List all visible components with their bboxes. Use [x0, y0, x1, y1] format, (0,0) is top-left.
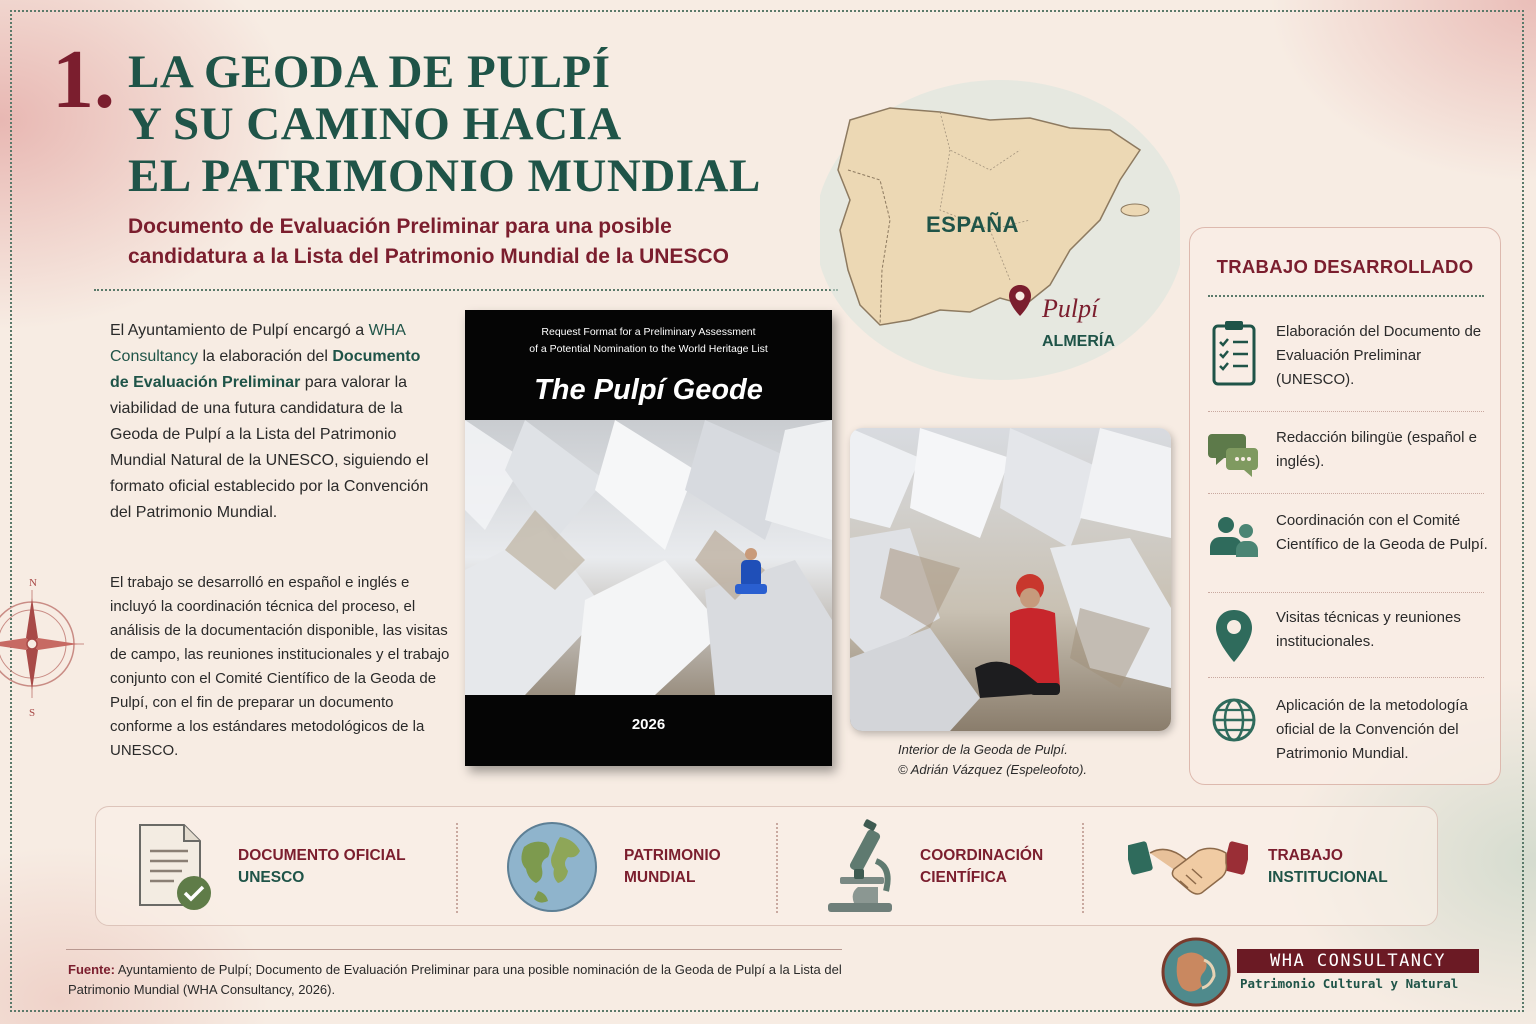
cover-kicker-line: of a Potential Nomination to the World Heritage List	[529, 343, 768, 355]
work-item	[1190, 320, 1500, 400]
title-line: EL PATRIMONIO MUNDIAL	[128, 150, 761, 202]
pillar-item	[458, 807, 776, 927]
earth-globe-icon	[504, 819, 600, 915]
pillar-label	[920, 845, 1080, 889]
clipboard-checklist-icon	[1208, 320, 1260, 390]
compass-south-label: S	[29, 707, 36, 719]
speech-bubbles-icon	[1208, 426, 1260, 496]
caption-line: © Adrián Vázquez (Espeleofoto).	[898, 762, 1088, 777]
document-name-highlight: Documento de Evaluación Preliminar	[110, 348, 421, 391]
subtitle-line: candidatura a la Lista del Patrimonio Mundial de la UNESCO	[128, 245, 729, 268]
subtitle-line: Documento de Evaluación Preliminar para una posible	[128, 215, 672, 238]
panel-divider	[1208, 493, 1484, 494]
pillar-label-line: TRABAJO	[1268, 847, 1343, 864]
title-line: LA GEODA DE PULPÍ	[128, 46, 611, 98]
work-item-text: Visitas técnicas y reuniones institucionales.	[1276, 609, 1461, 650]
intro-text: para valorar la viabilidad de una futura candidatura de la Geoda de Pulpí a la Lista del Patrimonio Mundial Natural de la UNESCO, siguiendo el formato oficial establecido por la Convención del Patrimonio Mundial.	[110, 374, 429, 521]
pillar-label-line: PATRIMONIO	[624, 847, 721, 864]
microscope-icon	[824, 817, 904, 917]
source-note	[68, 960, 868, 1000]
geode-interior-photo	[850, 428, 1171, 731]
intro-paragraph	[110, 318, 430, 526]
globe-grid-icon	[1208, 694, 1260, 764]
page-title	[128, 46, 761, 202]
pillar-label	[1268, 845, 1428, 889]
wha-consultancy-link[interactable]: WHA Consultancy	[110, 322, 406, 365]
section-number: 1.	[52, 33, 115, 126]
map-country-label: ESPAÑA	[926, 212, 1020, 237]
work-item	[1190, 694, 1500, 774]
map-province-label: ALMERÍA	[1042, 333, 1115, 350]
work-item-text: Redacción bilingüe (español e inglés).	[1276, 429, 1477, 470]
pillar-label-line: UNESCO	[238, 869, 305, 886]
panel-title-divider	[1208, 295, 1484, 297]
photo-caption	[898, 740, 1158, 780]
pillar-label-line: MUNDIAL	[624, 869, 696, 886]
work-item-text: Coordinación con el Comité Científico de la Geoda de Pulpí.	[1276, 512, 1488, 553]
work-item	[1190, 509, 1500, 589]
work-panel	[1189, 227, 1501, 785]
pillar-label-line: CIENTÍFICA	[920, 869, 1007, 886]
caption-line: Interior de la Geoda de Pulpí.	[898, 742, 1068, 757]
work-item	[1190, 606, 1500, 686]
brand-tagline: Patrimonio Cultural y Natural	[1240, 976, 1459, 991]
report-cover	[465, 310, 832, 766]
document-check-icon	[134, 821, 218, 913]
panel-divider	[1208, 411, 1484, 412]
cover-title: The Pulpí Geode	[534, 374, 763, 406]
people-icon	[1208, 509, 1260, 579]
map-town-label: Pulpí	[1042, 294, 1099, 323]
pillar-item	[1084, 807, 1436, 927]
panel-divider	[1208, 592, 1484, 593]
work-item-text: Elaboración del Documento de Evaluación Preliminar (UNESCO).	[1276, 323, 1482, 388]
cover-kicker	[465, 324, 832, 358]
compass-rose-icon	[0, 572, 90, 722]
pillar-label-line: INSTITUCIONAL	[1268, 869, 1388, 886]
intro-text: la elaboración del	[198, 348, 328, 365]
geode-cover-photo	[465, 420, 832, 695]
source-text: Ayuntamiento de Pulpí; Documento de Evaluación Preliminar para una posible nominación de la Geoda de Pulpí a la Lista del Patrimonio Mundial (WHA Consultancy, 2026).	[68, 962, 842, 997]
footer-divider	[66, 949, 842, 950]
handshake-icon	[1128, 831, 1248, 907]
pillar-item	[778, 807, 1082, 927]
pillar-item	[96, 807, 456, 927]
pillars-bar	[95, 806, 1438, 926]
pillar-label-line: COORDINACIÓN	[920, 847, 1044, 864]
work-paragraph: El trabajo se desarrolló en español e inglés e incluyó la coordinación técnica del proceso, el análisis de la documentación disponible, las visitas de campo, las reuniones institucionales y el trabajo conjunto con el Comité Científico de la Geoda de Pulpí, con el fin de preparar un documento conforme a los estándares metodológicos de la UNESCO.	[110, 574, 450, 759]
pillar-label-line: DOCUMENTO OFICIAL	[238, 847, 406, 864]
panel-divider	[1208, 677, 1484, 678]
page-subtitle	[128, 212, 768, 272]
cover-kicker-line: Request Format for a Preliminary Assessment	[541, 326, 756, 338]
work-item	[1190, 426, 1500, 506]
pillar-label	[624, 845, 774, 889]
location-pin-icon	[1208, 606, 1260, 676]
title-line: Y SU CAMINO HACIA	[128, 98, 622, 150]
source-label: Fuente:	[68, 962, 115, 977]
pillar-label	[238, 845, 448, 889]
map-pin-icon	[1006, 283, 1034, 319]
brand-name: WHA CONSULTANCY	[1237, 949, 1479, 973]
intro-text: El Ayuntamiento de Pulpí encargó a	[110, 322, 365, 339]
header-divider	[94, 289, 838, 291]
cover-year: 2026	[631, 716, 666, 733]
compass-north-label: N	[29, 577, 37, 589]
work-item-text: Aplicación de la metodología oficial de la Convención del Patrimonio Mundial.	[1276, 697, 1468, 762]
work-panel-title: TRABAJO DESARROLLADO	[1216, 256, 1474, 277]
wha-logo-icon	[1160, 936, 1232, 1008]
